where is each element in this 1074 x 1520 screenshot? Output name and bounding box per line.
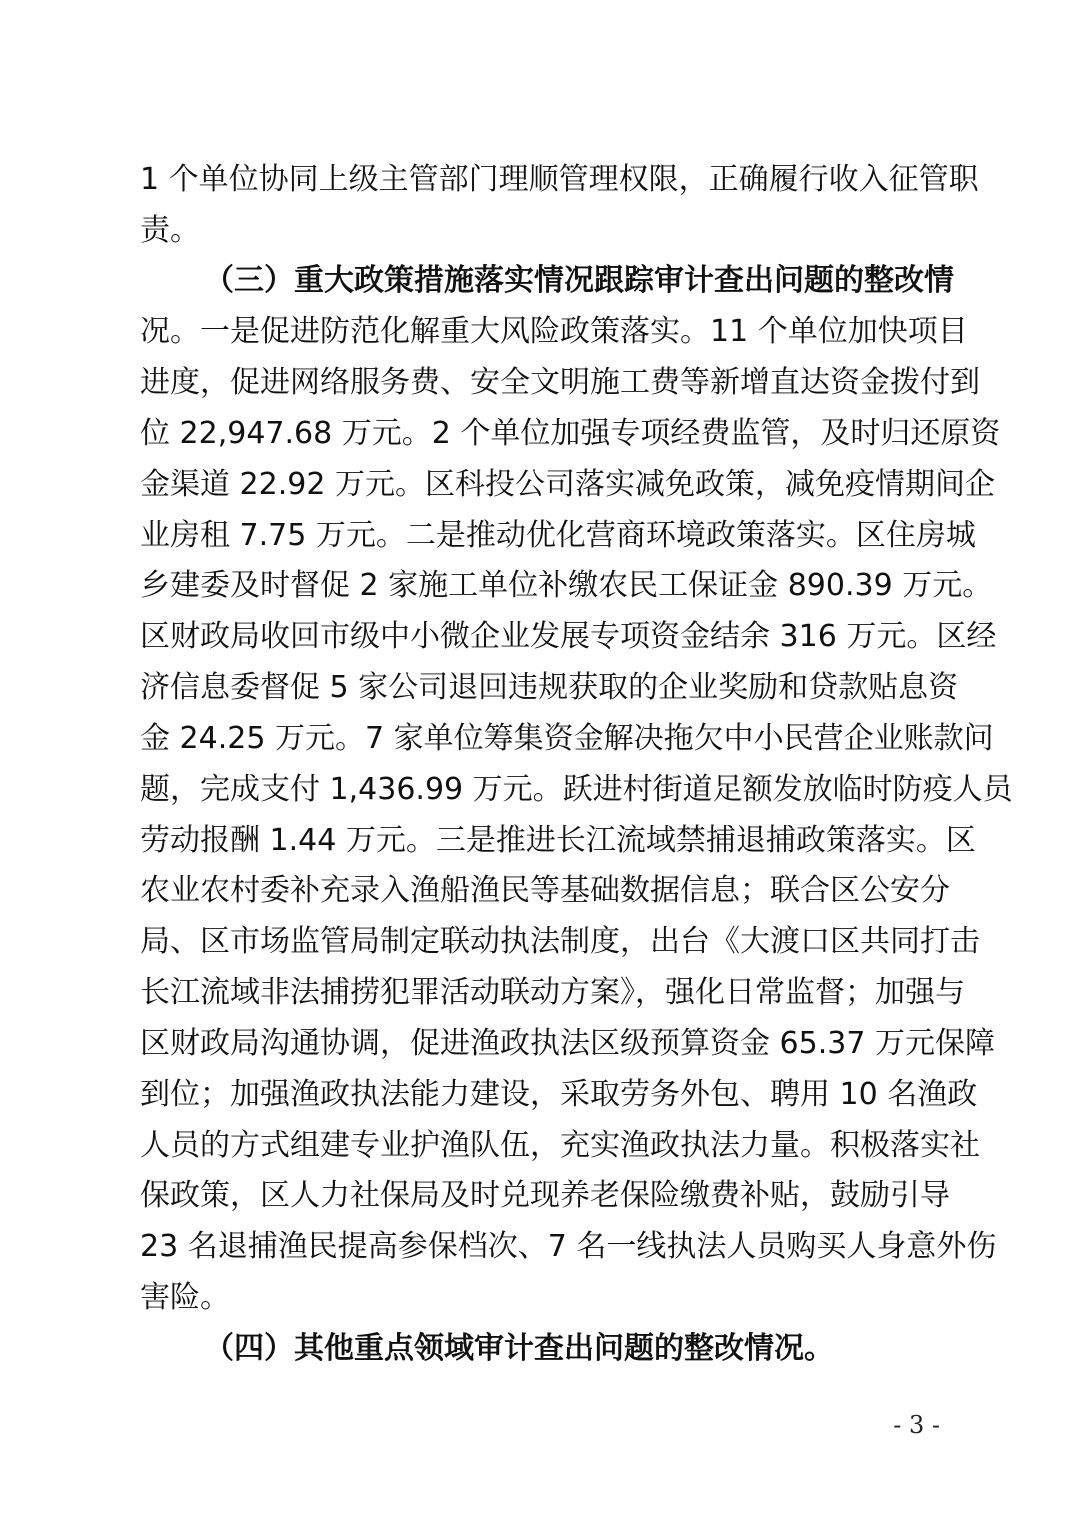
paragraph-line: 区财政局收回市级中小微企业发展专项资金结余 316 万元。区经 [140, 619, 997, 654]
paragraph-line: 济信息委督促 5 家公司退回违规获取的企业奖励和贷款贴息资 [140, 670, 959, 705]
section-heading: （四）其他重点领域审计查出问题的整改情况。 [204, 1331, 834, 1366]
paragraph-line: 题，完成支付 1,436.99 万元。跃进村街道足额发放临时防疫人员 [140, 772, 1013, 807]
paragraph-line: 乡建委及时督促 2 家施工单位补缴农民工保证金 890.39 万元。 [140, 568, 993, 603]
paragraph-line: 局、区市场监管局制定联动执法制度，出台《大渡口区共同打击 [140, 924, 980, 959]
paragraph-line: 区财政局沟通协调，促进渔政执法区级预算资金 65.37 万元保障 [140, 1026, 995, 1061]
paragraph-line: 23 名退捕渔民提高参保档次、7 名一线执法人员购买人身意外伤 [140, 1229, 997, 1264]
paragraph-line: 责。 [140, 213, 200, 248]
paragraph-line: 位 22,947.68 万元。2 个单位加强专项经费监管，及时归还原资 [140, 416, 1001, 451]
paragraph-line: 害险。 [140, 1280, 230, 1315]
paragraph-line: 况。一是促进防范化解重大风险政策落实。11 个单位加快项目 [140, 314, 968, 349]
section-heading: （三）重大政策措施落实情况跟踪审计查出问题的整改情 [204, 263, 954, 298]
paragraph-line: 业房租 7.75 万元。二是推动优化营商环境政策落实。区住房城 [140, 518, 976, 553]
paragraph-line: 农业农村委补充录入渔船渔民等基础数据信息；联合区公安分 [140, 873, 950, 908]
paragraph-line: 1 个单位协同上级主管部门理顺管理权限，正确履行收入征管职 [140, 162, 979, 197]
page-number: - 3 - [893, 1411, 940, 1439]
paragraph-line: 进度，促进网络服务费、安全文明施工费等新增直达资金拨付到 [140, 365, 980, 400]
paragraph-line: 长江流域非法捕捞犯罪活动联动方案》，强化日常监督；加强与 [140, 975, 965, 1010]
paragraph-line: 到位；加强渔政执法能力建设，采取劳务外包、聘用 10 名渔政 [140, 1077, 978, 1112]
paragraph-line: 金 24.25 万元。7 家单位筹集资金解决拖欠中小民营企业账款问 [140, 721, 994, 756]
paragraph-line: 劳动报酬 1.44 万元。三是推进长江流域禁捕退捕政策落实。区 [140, 823, 976, 858]
paragraph-line: 人员的方式组建专业护渔队伍，充实渔政执法力量。积极落实社 [140, 1128, 980, 1163]
paragraph-line: 金渠道 22.92 万元。区科投公司落实减免政策，减免疫情期间企 [140, 467, 995, 502]
paragraph-line: 保政策，区人力社保局及时兑现养老保险缴费补贴，鼓励引导 [140, 1178, 950, 1213]
